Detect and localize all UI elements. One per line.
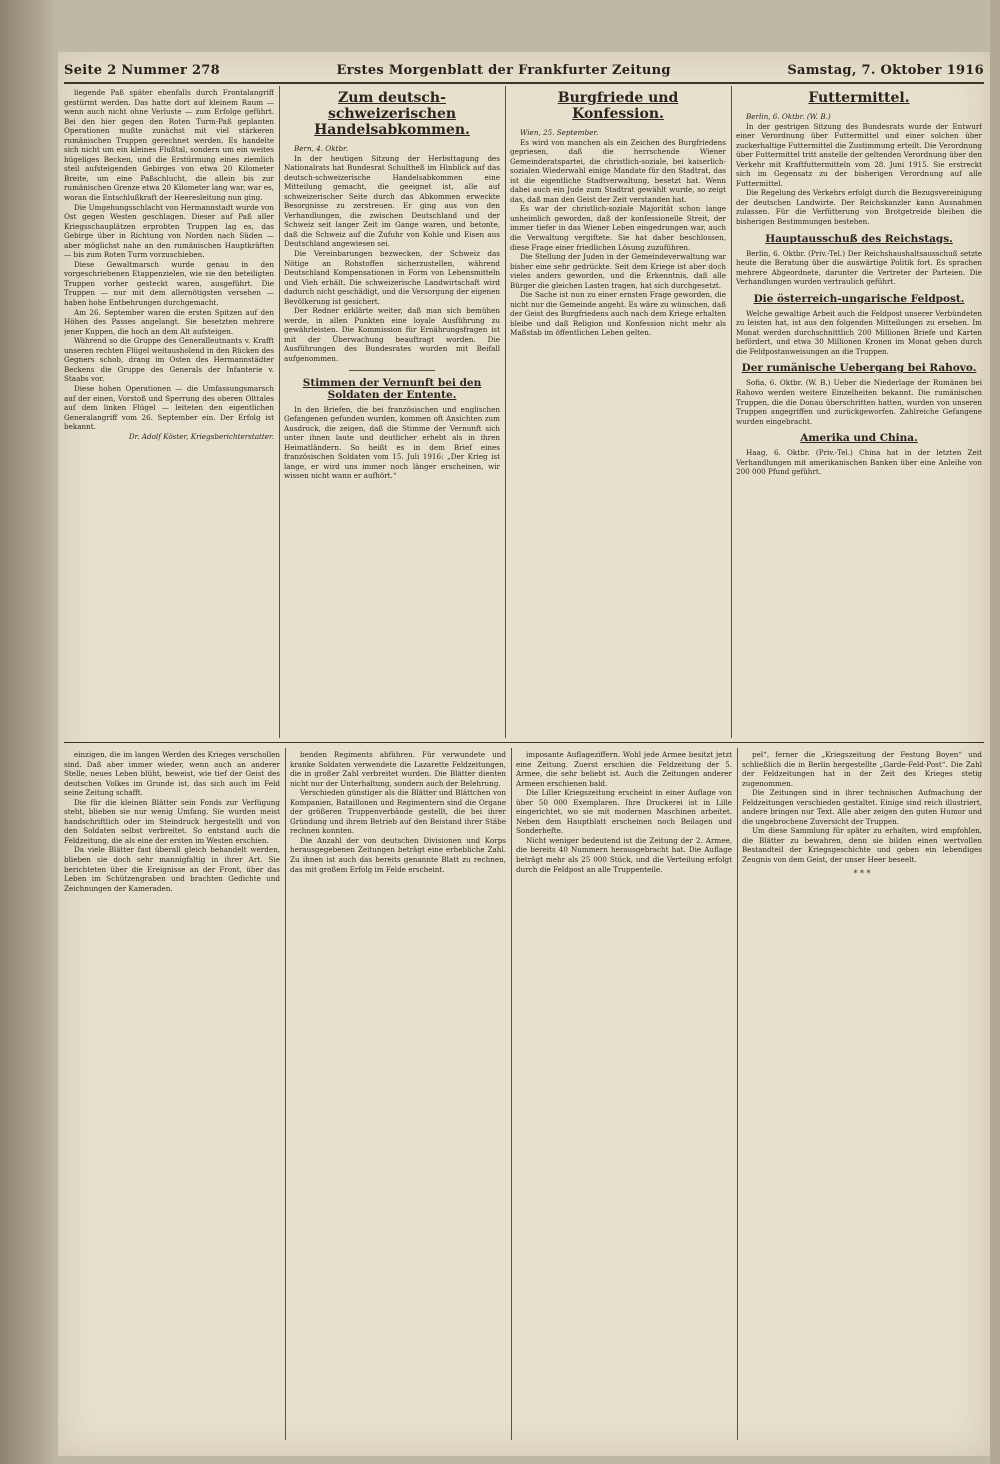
- paragraph: Der Redner erklärte weiter, daß man sich bemühen werde, in allen Punkten eine loyale Ausführung zu gewährleisten. Die Kommission für Ernährungsfragen ist mit der Überwachung beauftragt worden. Die Ausführungen des Bundesrates wurden mit Beifall aufgenommen.: [284, 306, 500, 364]
- paragraph: Es wird von manchen als ein Zeichen des Burgfriedens gepriesen, daß die herrschende Wiener Gemeinderatspartei, die christlich-soziale, bei kaiserlich-sozialen Wiederwahl einige Mandate für den Stadtrat, das ist die eigentliche Stadtverwaltung, besetzt hat. Wenn dabei auch ein Jude zum Stadtrat gewählt wurde, so zeigt das, daß man den Geist der Zeit verstanden hat.: [510, 137, 726, 204]
- paragraph: Am 26. September waren die ersten Spitzen auf den Höhen des Passes angelangt. Sie besetzten mehrere jener Kuppen, die hoch an dem Alt aufsteigen.: [64, 307, 274, 336]
- paragraph: Diese hohen Operationen — die Umfassungsmarsch auf der einen, Vorstoß und Sperrung des oberen Olttales auf dem linken Flügel — leiteten den eigentlichen Generalangriff vom 26. September ein. Der Erfolg ist bekannt.: [64, 383, 274, 432]
- paragraph: Die Liller Kriegszeitung erscheint in einer Auflage von über 50 000 Exemplaren. Ihre Druckerei ist in Lille eingerichtet, wo sie mit modernen Maschinen arbeitet. Neben dem Hauptblatt erscheinen noch Beilagen und Sonderhefte.: [516, 788, 732, 836]
- dateline: Berlin, 6. Oktbr. (W. B.): [746, 112, 831, 121]
- paragraph: pel“, ferner die „Kriegszeitung der Festung Boyen“ und schließlich die in Berlin hergestellte „Garde-Feld-Post“. Die Zahl der Feldzeitungen hat in der Zeit des Krieges stetig zugenommen.: [742, 750, 982, 788]
- paragraph: Die Umgehungsschlacht von Hermannstadt wurde von Ost gegen Westen geschlagen. Dieser auf Paß aller Kriegsschauplätzen erprobten Truppen lag es, das Gebirge über in Richtung von Norden nach Süden — aber möglichst nahe an den rumänischen Hauptkräften — bis zum Roten Turm vorzuschieben.: [64, 202, 274, 260]
- paragraph: In den Briefen, die bei französischen und englischen Gefangenen gefunden wurden, kommen oft Ansichten zum Ausdruck, die zeigen, daß die Stimme der Vernunft sich unter ihnen laute und deutlicher erhebt als in ihren Heimatländern. So heißt es in dem Brief eines französischen Soldaten vom 15. Juli 1916: „Der Krieg ist lange, er wird uns immer noch länger erscheinen, wir wissen nicht wann er aufhört.“: [284, 404, 500, 481]
- paragraph: Die Regelung des Verkehrs erfolgt durch die Bezugsvereinigung der deutschen Landwirte. Der Reichskanzler kann Ausnahmen zulassen. Für die Verfütterung von Brotgetreide bleiben die bisherigen Bestimmungen bestehen.: [736, 188, 982, 227]
- bottom-column-3: [516, 750, 732, 1440]
- masthead-rule: [64, 82, 984, 84]
- paragraph: Die für die kleinen Blätter sein Fonds zur Verfügung steht, blieben sie nur wenig Umfang. Sie wurden meist handschriftlich oder im Steindruck hergestellt und von den Soldaten selbst verbreitet. So entstand auch die Feldzeitung, die als eine der ersten im Westen erschien.: [64, 797, 280, 845]
- paragraph: Es war der christlich-soziale Majorität schon lange unheimlich geworden, daß der konfessionelle Streit, der immer tiefer in das Wiener Leben eingedrungen war, auch die Verwaltung vergiftete. Sie hat daher beschlossen, diese Frage einer friedlichen Lösung zuzuführen.: [510, 204, 726, 252]
- paragraph: benden Regiments abführen. Für verwundete und kranke Soldaten verwendete die Lazarette Feldzeitungen, die in großer Zahl verbreitet wurden. Die Blätter dienten nicht nur der Unterhaltung, sondern auch der Belehrung.: [290, 750, 506, 788]
- paragraph: Berlin, 6. Oktbr. (Priv.-Tel.) Der Reichshaushaltsausschuß setzte heute die Beratung über die auswärtige Politik fort. Es sprachen mehrere Abgeordnete, darunter die Vertreter der Parteien. Die Verhandlungen wurden vertraulich geführt.: [736, 248, 982, 287]
- newspaper-page: [58, 52, 990, 1456]
- dateline: Wien, 25. September.: [520, 128, 599, 137]
- paragraph: Verschieden günstiger als die Blätter und Blättchen von Kompanien, Bataillonen und Regimentern sind die Organe der größeren Truppenverbände gestellt, die bei ihrer Gründung und ihrem Betrieb auf den Beistand ihrer Stäbe rechnen konnten.: [290, 788, 506, 836]
- article-headline: Amerika und China.: [800, 432, 918, 445]
- signature: Dr. Adolf Köster, Kriegsberichterstatter.: [128, 431, 274, 441]
- column-divider: [505, 86, 506, 738]
- issue-date: Samstag, 7. Oktober 1916: [787, 62, 984, 78]
- paragraph: imposante Auflageziffern. Wohl jede Armee besitzt jetzt eine Zeitung. Zuerst erschien die Feldzeitung der 5. Armee, die sehr beliebt ist. Auch die Zeitungen anderer Armeen erschienen bald.: [516, 750, 732, 788]
- section-rule: [64, 742, 984, 743]
- paragraph: Die Stellung der Juden in der Gemeindeverwaltung war bisher eine sehr gedrückte. Seit dem Kriege ist aber doch vieles anders geworden, und die Erkenntnis, daß alle Bürger die gleichen Lasten tragen, hat sich durchgesetzt.: [510, 252, 726, 290]
- column-divider: [737, 748, 738, 1440]
- page-number: Seite 2 Nummer 278: [64, 62, 220, 78]
- column-4: [736, 88, 982, 738]
- paragraph: Während so die Gruppe des Generalleutnants v. Krafft unseren rechten Flügel weitausholend in den Rücken des Gegners schob, drang im Osten des Hermannstädter Beckens die Gruppe des Generals der Infanterie v. Staabs vor.: [64, 336, 274, 384]
- article-headline: Zum deutsch-schweizerischen Handelsabkommen.: [314, 90, 470, 138]
- article-headline: Burgfriede und Konfession.: [557, 90, 679, 122]
- paragraph: einzigen, die im langen Werden des Krieges verschollen sind. Daß aber immer wieder, wenn auch an anderer Stelle, neues Leben blüht, beweist, wie tief der Geist des deutschen Volkes im Grunde ist, das sich auch im Feld seine Zeitung schafft.: [64, 750, 280, 798]
- paragraph: Diese Gewaltmarsch wurde genau in den vorgeschriebenen Etappenzielen, wie sie den beteiligten Truppen vorher gesteckt waren, ausgeführt. Die Truppen — nur mit dem allernötigsten versehen — haben hohe Entbehrungen durchgemacht.: [64, 259, 274, 308]
- column-divider: [279, 86, 280, 738]
- paragraph: Welche gewaltige Arbeit auch die Feldpost unserer Verbündeten zu leisten hat, ist aus den folgenden Mitteilungen zu ersehen. Im Monat werden durchschnittlich 200 Millionen Briefe und Karten befördert, und etwa 30 Millionen Kronen im Monat gehen durch die Feldpostanweisungen an die Truppen.: [736, 308, 982, 356]
- paragraph: In der heutigen Sitzung der Herbsttagung des Nationalrats hat Bundesrat Schultheß im Hinblick auf das deutsch-schweizerische Handelsabkommen eine Mitteilung gemacht, die geeignet ist, alle auf schweizerischer Seite durch das Abkommen erweckte Besorgnisse zu zerstreuen. Er ging aus von den Verhandlungen, die zwischen Deutschland und der Schweiz seit langer Zeit im Gange waren, und betonte, daß die Schweiz auf die Zufuhr von Kohle und Eisen aus Deutschland angewiesen sei.: [284, 153, 500, 249]
- paragraph: Die Anzahl der von deutschen Divisionen und Korps herausgegebenen Zeitungen beträgt eine erhebliche Zahl. Zu ihnen ist auch das bereits genannte Blatt zu rechnen, das mit großem Erfolg im Felde erscheint.: [290, 835, 506, 874]
- column-divider: [285, 748, 286, 1440]
- paragraph: Nicht weniger bedeutend ist die Zeitung der 2. Armee, die bereits 40 Nummern herausgebracht hat. Die Auflage beträgt mehr als 25 000 Stück, und die Verteilung erfolgt durch die Feldpost an alle Truppenteile.: [516, 835, 732, 874]
- bottom-column-2: [290, 750, 506, 1440]
- column-2: [284, 88, 500, 738]
- column-3: [510, 88, 726, 738]
- paragraph: liegende Paß später ebenfalls durch Frontalangriff gestürmt werden. Das hatte dort auf kleinem Raum — wenn auch nicht ohne Verluste — zum Erfolge geführt. Bei den hier gegen den Roten Turm-Paß geplanten Operationen mußte zunächst mit viel stärkeren rumänischen Truppen gerechnet werden. Es handelte sich nicht um ein kleines Flußtal, sondern um ein weites hügeliges Becken, und die Erstürmung eines ziemlich steil aufsteigenden Gebirges von etwa 20 Kilometer Breite, um eine Paßschlucht, die allein bis zur rumänischen Grenze etwa 20 Kilometer lang war, war es, woran die Entschlußkraft der Heeresleitung nun ging.: [64, 88, 274, 203]
- bottom-column-1: [64, 750, 280, 1440]
- paragraph: Da viele Blätter fast überall gleich behandelt werden, blieben sie doch sehr mannigfaltig in ihrer Art. Sie berichteten über die Ereignisse an der Front, über das Leben im Schützengraben und brachten Gedichte und Zeichnungen der Kameraden.: [64, 845, 280, 893]
- paragraph: Sofia, 6. Oktbr. (W. B.) Ueber die Niederlage der Rumänen bei Rahovo werden weitere Einzelheiten bekannt. Die rumänischen Truppen, die die Donau überschritten hatten, wurden von unseren Truppen angegriffen und zurückgeworfen. Zahlreiche Gefangene wurden eingebracht.: [736, 378, 982, 426]
- column-1: [64, 88, 274, 738]
- article-headline: Futtermittel.: [808, 90, 910, 106]
- paragraph: Die Vereinbarungen bezwecken, der Schweiz das Nötige an Rohstoffen sicherzustellen, während Deutschland Kompensationen in Form von Lebensmitteln und Vieh erhält. Die schweizerische Landwirtschaft wird dadurch nicht geschädigt, und die Versorgung der eigenen Bevölkerung ist gesichert.: [284, 249, 500, 306]
- article-headline: Der rumänische Uebergang bei Rahovo.: [741, 362, 977, 375]
- newspaper-name: Erstes Morgenblatt der Frankfurter Zeitung: [336, 62, 671, 78]
- book-binding: [0, 0, 58, 1464]
- page-edge: [990, 0, 1000, 1464]
- paragraph: Die Zeitungen sind in ihrer technischen Aufmachung der Feldzeitungen verschieden gestaltet. Einige sind reich illustriert, andere bringen nur Text. Alle aber zeigen den guten Humor und die ungebrochene Zuversicht der Truppen.: [742, 788, 982, 826]
- column-divider: [511, 748, 512, 1440]
- column-divider: [731, 86, 732, 738]
- article-headline: Stimmen der Vernunft bei den Soldaten der Entente.: [302, 376, 482, 401]
- masthead: [64, 60, 984, 80]
- paragraph: Die Sache ist nun zu einer ernsten Frage geworden, die nicht nur die Gemeinde angeht. Es wäre zu wünschen, daß der Geist des Burgfriedens auch nach dem Kriege erhalten bleibe und daß Religion und Konfession nicht mehr als Maßstab im öffentlichen Leben gelten.: [510, 290, 726, 338]
- article-headline: Die österreich-ungarische Feldpost.: [753, 292, 965, 305]
- bottom-column-4: [742, 750, 982, 1440]
- article-headline: Hauptausschuß des Reichstags.: [765, 232, 953, 245]
- paragraph: Um diese Sammlung für später zu erhalten, wird empfohlen, die Blätter zu bewahren, denn sie bilden einen wertvollen Bestandteil der Kriegsgeschichte und geben ein lebendiges Zeugnis von dem Geist, der unser Heer beseelt.: [742, 826, 982, 865]
- section-end-stars: * * *: [853, 868, 871, 878]
- dateline: Bern, 4. Oktbr.: [294, 144, 348, 153]
- article-separator: [349, 370, 435, 371]
- paragraph: Haag, 6. Oktbr. (Priv.-Tel.) China hat in der letzten Zeit Verhandlungen mit amerikanischen Banken über eine Anleihe von 200 000 Pfund geführt.: [736, 448, 982, 477]
- paragraph: In der gestrigen Sitzung des Bundesrats wurde der Entwurf einer Verordnung über Futtermittel und einer solchen über zuckerhaltige Futtermittel die Zustimmung erteilt. Die Verordnung über Futtermittel tritt anstelle der geltenden Verordnung über den Verkehr mit Kraftfuttermitteln vom 28. Juni 1915. Sie erstreckt sich im Gegensatz zu der bisherigen Verordnung auf alle Futtermittel.: [736, 121, 982, 188]
